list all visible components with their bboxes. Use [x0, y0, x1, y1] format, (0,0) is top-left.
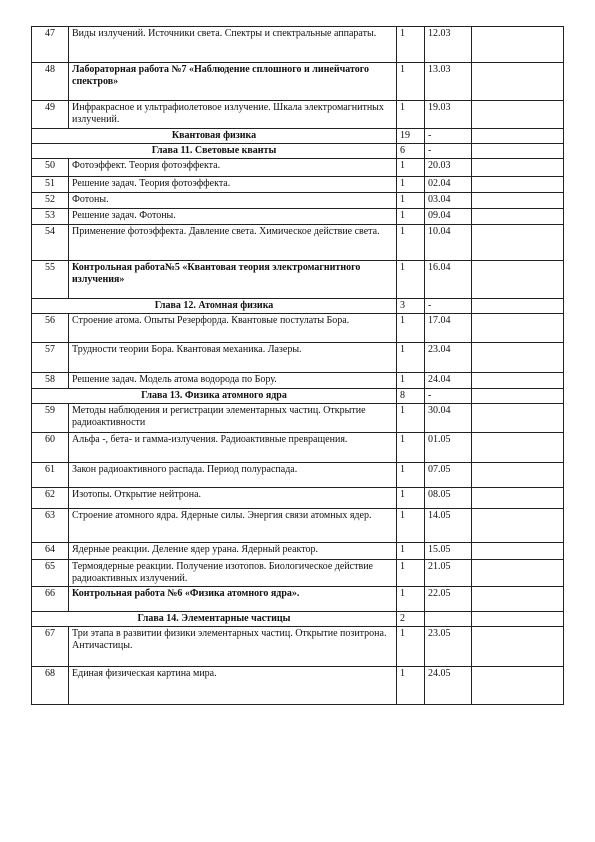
lesson-topic-cell: Решение задач. Теория фотоэффекта. — [69, 177, 397, 193]
lesson-row — [32, 373, 564, 389]
lesson-topic-cell: Контрольная работа №6 «Физика атомного ядра». — [69, 587, 397, 612]
section-title: Глава 13. Физика атомного ядра — [32, 389, 397, 404]
lesson-hours-cell: 1 — [397, 27, 425, 63]
lesson-number-cell: 49 — [32, 101, 69, 129]
lesson-row — [32, 509, 564, 543]
lesson-hours-cell: 1 — [397, 209, 425, 225]
actual-date-cell — [472, 177, 564, 193]
lesson-topic-cell: Фотоэффект. Теория фотоэффекта. — [69, 159, 397, 177]
lesson-topic-cell: Виды излучений. Источники света. Спектры и спектральные аппараты. — [69, 27, 397, 63]
section-header-row — [32, 612, 564, 627]
lesson-hours-cell: 1 — [397, 543, 425, 560]
lesson-number-cell: 66 — [32, 587, 69, 612]
lesson-topic-cell: Решение задач. Модель атома водорода по Бору. — [69, 373, 397, 389]
lesson-hours-cell: 1 — [397, 101, 425, 129]
lesson-number-cell: 54 — [32, 225, 69, 261]
lesson-date-cell: 07.05 — [425, 463, 472, 488]
actual-date-cell — [472, 144, 564, 159]
lesson-date-cell: 14.05 — [425, 509, 472, 543]
lesson-row — [32, 587, 564, 612]
lesson-date-cell: 15.05 — [425, 543, 472, 560]
lesson-date-cell: 02.04 — [425, 177, 472, 193]
lesson-hours-cell: 1 — [397, 488, 425, 509]
section-hours-cell: 3 — [397, 299, 425, 314]
lesson-number-cell: 63 — [32, 509, 69, 543]
lesson-topic-cell: Контрольная работа№5 «Квантовая теория электромагнитного излучения» — [69, 261, 397, 299]
lesson-topic-cell: Методы наблюдения и регистрации элементарных частиц. Открытие радиоактивности — [69, 404, 397, 433]
section-date-cell — [425, 612, 472, 627]
lesson-topic-cell: Термоядерные реакции. Получение изотопов. Биологическое действие радиоактивных излучений. — [69, 560, 397, 587]
actual-date-cell — [472, 193, 564, 209]
lesson-plan-body — [32, 27, 564, 705]
lesson-topic-cell: Ядерные реакции. Деление ядер урана. Ядерный реактор. — [69, 543, 397, 560]
lesson-hours-cell: 1 — [397, 343, 425, 373]
lesson-hours-cell: 1 — [397, 463, 425, 488]
lesson-date-cell: 22.05 — [425, 587, 472, 612]
lesson-row — [32, 193, 564, 209]
section-header-row — [32, 129, 564, 144]
actual-date-cell — [472, 314, 564, 343]
lesson-hours-cell: 1 — [397, 667, 425, 705]
lesson-number-cell: 60 — [32, 433, 69, 463]
lesson-topic-cell: Единая физическая картина мира. — [69, 667, 397, 705]
actual-date-cell — [472, 63, 564, 101]
section-title: Глава 12. Атомная физика — [32, 299, 397, 314]
lesson-number-cell: 57 — [32, 343, 69, 373]
lesson-number-cell: 64 — [32, 543, 69, 560]
lesson-row — [32, 314, 564, 343]
actual-date-cell — [472, 667, 564, 705]
lesson-number-cell: 55 — [32, 261, 69, 299]
actual-date-cell — [472, 101, 564, 129]
lesson-row — [32, 543, 564, 560]
actual-date-cell — [472, 343, 564, 373]
actual-date-cell — [472, 159, 564, 177]
lesson-hours-cell: 1 — [397, 193, 425, 209]
lesson-number-cell: 50 — [32, 159, 69, 177]
lesson-topic-cell: Лабораторная работа №7 «Наблюдение сплошного и линейчатого спектров» — [69, 63, 397, 101]
lesson-topic-cell: Строение атома. Опыты Резерфорда. Квантовые постулаты Бора. — [69, 314, 397, 343]
lesson-plan-table — [31, 26, 564, 705]
lesson-hours-cell: 1 — [397, 314, 425, 343]
lesson-date-cell: 30.04 — [425, 404, 472, 433]
section-header-row — [32, 144, 564, 159]
lesson-row — [32, 101, 564, 129]
lesson-number-cell: 59 — [32, 404, 69, 433]
lesson-row — [32, 159, 564, 177]
lesson-topic-cell: Три этапа в развитии физики элементарных частиц. Открытие позитрона. Античастицы. — [69, 627, 397, 667]
actual-date-cell — [472, 27, 564, 63]
lesson-number-cell: 56 — [32, 314, 69, 343]
lesson-number-cell: 61 — [32, 463, 69, 488]
actual-date-cell — [472, 463, 564, 488]
section-hours-cell: 2 — [397, 612, 425, 627]
lesson-number-cell: 52 — [32, 193, 69, 209]
lesson-row — [32, 177, 564, 193]
section-title: Квантовая физика — [32, 129, 397, 144]
lesson-date-cell: 01.05 — [425, 433, 472, 463]
actual-date-cell — [472, 261, 564, 299]
section-hours-cell: 8 — [397, 389, 425, 404]
lesson-date-cell: 17.04 — [425, 314, 472, 343]
lesson-hours-cell: 1 — [397, 627, 425, 667]
lesson-topic-cell: Альфа -, бета- и гамма-излучения. Радиоактивные превращения. — [69, 433, 397, 463]
lesson-topic-cell: Применение фотоэффекта. Давление света. Химическое действие света. — [69, 225, 397, 261]
lesson-number-cell: 51 — [32, 177, 69, 193]
lesson-date-cell: 24.05 — [425, 667, 472, 705]
lesson-date-cell: 21.05 — [425, 560, 472, 587]
lesson-row — [32, 488, 564, 509]
actual-date-cell — [472, 389, 564, 404]
section-title: Глава 14. Элементарные частицы — [32, 612, 397, 627]
lesson-hours-cell: 1 — [397, 159, 425, 177]
actual-date-cell — [472, 560, 564, 587]
actual-date-cell — [472, 587, 564, 612]
lesson-hours-cell: 1 — [397, 261, 425, 299]
lesson-date-cell: 13.03 — [425, 63, 472, 101]
section-date-cell: - — [425, 129, 472, 144]
section-hours-cell: 19 — [397, 129, 425, 144]
lesson-topic-cell: Строение атомного ядра. Ядерные силы. Энергия связи атомных ядер. — [69, 509, 397, 543]
section-date-cell: - — [425, 144, 472, 159]
lesson-row — [32, 209, 564, 225]
lesson-row — [32, 261, 564, 299]
lesson-row — [32, 404, 564, 433]
actual-date-cell — [472, 373, 564, 389]
actual-date-cell — [472, 299, 564, 314]
lesson-row — [32, 433, 564, 463]
lesson-row — [32, 63, 564, 101]
lesson-hours-cell: 1 — [397, 225, 425, 261]
lesson-date-cell: 23.04 — [425, 343, 472, 373]
actual-date-cell — [472, 129, 564, 144]
actual-date-cell — [472, 627, 564, 667]
lesson-hours-cell: 1 — [397, 509, 425, 543]
actual-date-cell — [472, 225, 564, 261]
lesson-number-cell: 68 — [32, 667, 69, 705]
lesson-number-cell: 48 — [32, 63, 69, 101]
lesson-number-cell: 53 — [32, 209, 69, 225]
lesson-row — [32, 667, 564, 705]
section-header-row — [32, 299, 564, 314]
lesson-hours-cell: 1 — [397, 404, 425, 433]
lesson-date-cell: 10.04 — [425, 225, 472, 261]
lesson-row — [32, 463, 564, 488]
lesson-date-cell: 03.04 — [425, 193, 472, 209]
lesson-date-cell: 16.04 — [425, 261, 472, 299]
lesson-topic-cell: Инфракрасное и ультрафиолетовое излучение. Шкала электромагнитных излучений. — [69, 101, 397, 129]
lesson-hours-cell: 1 — [397, 587, 425, 612]
lesson-hours-cell: 1 — [397, 63, 425, 101]
lesson-topic-cell: Закон радиоактивного распада. Период полураспада. — [69, 463, 397, 488]
section-hours-cell: 6 — [397, 144, 425, 159]
lesson-topic-cell: Фотоны. — [69, 193, 397, 209]
lesson-hours-cell: 1 — [397, 373, 425, 389]
lesson-topic-cell: Изотопы. Открытие нейтрона. — [69, 488, 397, 509]
lesson-row — [32, 627, 564, 667]
lesson-date-cell: 09.04 — [425, 209, 472, 225]
lesson-number-cell: 62 — [32, 488, 69, 509]
actual-date-cell — [472, 209, 564, 225]
actual-date-cell — [472, 543, 564, 560]
section-date-cell: - — [425, 389, 472, 404]
section-header-row — [32, 389, 564, 404]
lesson-row — [32, 27, 564, 63]
section-title: Глава 11. Световые кванты — [32, 144, 397, 159]
lesson-date-cell: 19.03 — [425, 101, 472, 129]
lesson-date-cell: 20.03 — [425, 159, 472, 177]
actual-date-cell — [472, 433, 564, 463]
lesson-topic-cell: Решение задач. Фотоны. — [69, 209, 397, 225]
lesson-date-cell: 24.04 — [425, 373, 472, 389]
lesson-number-cell: 47 — [32, 27, 69, 63]
lesson-row — [32, 560, 564, 587]
lesson-date-cell: 08.05 — [425, 488, 472, 509]
lesson-number-cell: 58 — [32, 373, 69, 389]
actual-date-cell — [472, 612, 564, 627]
lesson-hours-cell: 1 — [397, 177, 425, 193]
lesson-date-cell: 12.03 — [425, 27, 472, 63]
actual-date-cell — [472, 488, 564, 509]
section-date-cell: - — [425, 299, 472, 314]
lesson-row — [32, 343, 564, 373]
actual-date-cell — [472, 404, 564, 433]
lesson-date-cell: 23.05 — [425, 627, 472, 667]
lesson-topic-cell: Трудности теории Бора. Квантовая механика. Лазеры. — [69, 343, 397, 373]
lesson-hours-cell: 1 — [397, 560, 425, 587]
actual-date-cell — [472, 509, 564, 543]
lesson-row — [32, 225, 564, 261]
lesson-number-cell: 67 — [32, 627, 69, 667]
lesson-hours-cell: 1 — [397, 433, 425, 463]
lesson-number-cell: 65 — [32, 560, 69, 587]
